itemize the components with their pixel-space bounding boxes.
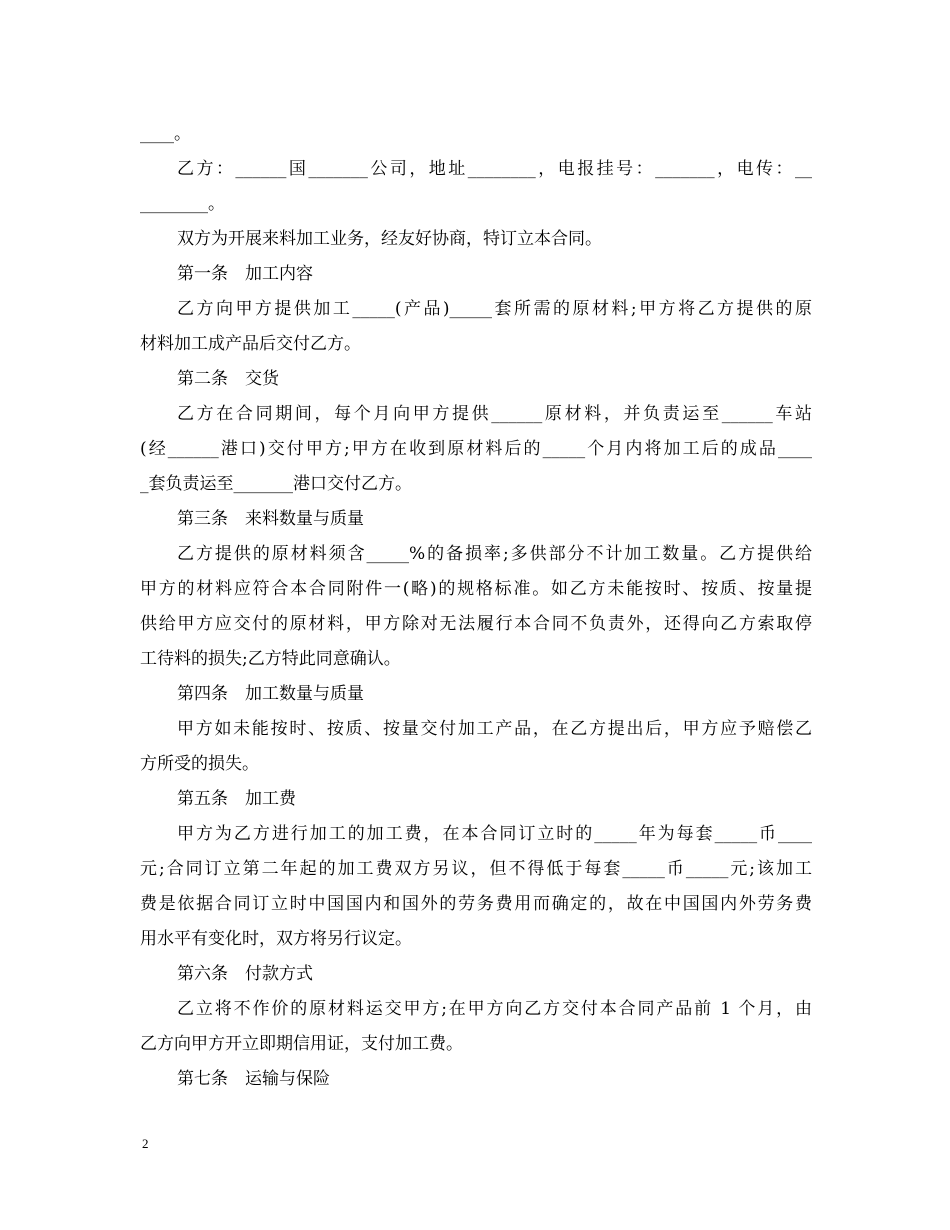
party-b-info: [140, 152, 812, 222]
paragraph-line: 乙方：______国_______公司，地址________，电报挂号：_______，电传：__: [177, 159, 812, 179]
paragraph-line: 乙方向甲方提供加工_____(产品)_____套所需的原材料;甲方将乙方提供的原: [177, 299, 812, 319]
preamble: [140, 222, 812, 257]
paragraph-line: 乙方在合同期间，每个月向甲方提供______原材料，并负责运至______车站: [177, 404, 812, 424]
article-3-body: [140, 537, 812, 677]
article-heading: 第五条 加工费: [177, 789, 296, 809]
paragraph-line: 方所受的损失。: [140, 754, 259, 774]
paragraph-line: 乙方向甲方开立即期信用证，支付加工费。: [140, 1034, 463, 1054]
page-number: 2: [142, 1136, 149, 1151]
article-5-heading: [140, 782, 812, 817]
paragraph-line: 甲方为乙方进行加工的加工费，在本合同订立时的_____年为每套_____币____: [177, 824, 812, 844]
article-6-body: [140, 992, 812, 1062]
paragraph-line: 甲方的材料应符合本合同附件一(略)的规格标准。如乙方未能按时、按质、按量提: [140, 579, 812, 599]
paragraph-line: 乙立将不作价的原材料运交甲方;在甲方向乙方交付本合同产品前 1 个月，由: [177, 999, 812, 1019]
article-heading: 第一条 加工内容: [177, 264, 313, 284]
article-heading: 第六条 付款方式: [177, 964, 313, 984]
article-5-body: [140, 817, 812, 957]
article-heading: 第七条 运输与保险: [177, 1069, 330, 1089]
document-body: [140, 117, 812, 1097]
article-6-heading: [140, 957, 812, 992]
paragraph-line: ____。: [140, 124, 191, 144]
article-heading: 第二条 交货: [177, 369, 279, 389]
paragraph-line: 乙方提供的原材料须含_____%的备损率;多供部分不计加工数量。乙方提供给: [177, 544, 812, 564]
paragraph-line: 元;合同订立第二年起的加工费双方另议，但不得低于每套_____币_____元;该加工: [140, 859, 812, 879]
article-heading: 第三条 来料数量与质量: [177, 509, 364, 529]
article-heading: 第四条 加工数量与质量: [177, 684, 364, 704]
paragraph-line: 用水平有变化时，双方将另行议定。: [140, 929, 412, 949]
article-3-heading: [140, 502, 812, 537]
article-4-body: [140, 712, 812, 782]
article-4-heading: [140, 677, 812, 712]
paragraph-line: 甲方如未能按时、按质、按量交付加工产品，在乙方提出后，甲方应予赔偿乙: [177, 719, 812, 739]
article-1-heading: [140, 257, 812, 292]
paragraph-line: 材料加工成产品后交付乙方。: [140, 334, 361, 354]
paragraph-line: 双方为开展来料加工业务，经友好协商，特订立本合同。: [177, 229, 602, 249]
article-2-heading: [140, 362, 812, 397]
paragraph-line: 费是依据合同订立时中国国内和国外的劳务费用而确定的，故在中国国内外劳务费: [140, 894, 812, 914]
paragraph-line: 工待料的损失;乙方特此同意确认。: [140, 649, 401, 669]
article-7-heading: [140, 1062, 812, 1097]
paragraph-line: (经______港口)交付甲方;甲方在收到原材料后的_____个月内将加工后的成品____: [140, 439, 812, 459]
paragraph-line: ________。: [140, 194, 225, 214]
party-a-continued: [140, 117, 812, 152]
paragraph-line: _套负责运至_______港口交付乙方。: [140, 474, 412, 494]
article-1-body: [140, 292, 812, 362]
article-2-body: [140, 397, 812, 502]
paragraph-line: 供给甲方应交付的原材料，甲方除对无法履行本合同不负责外，还得向乙方索取停: [140, 614, 812, 634]
